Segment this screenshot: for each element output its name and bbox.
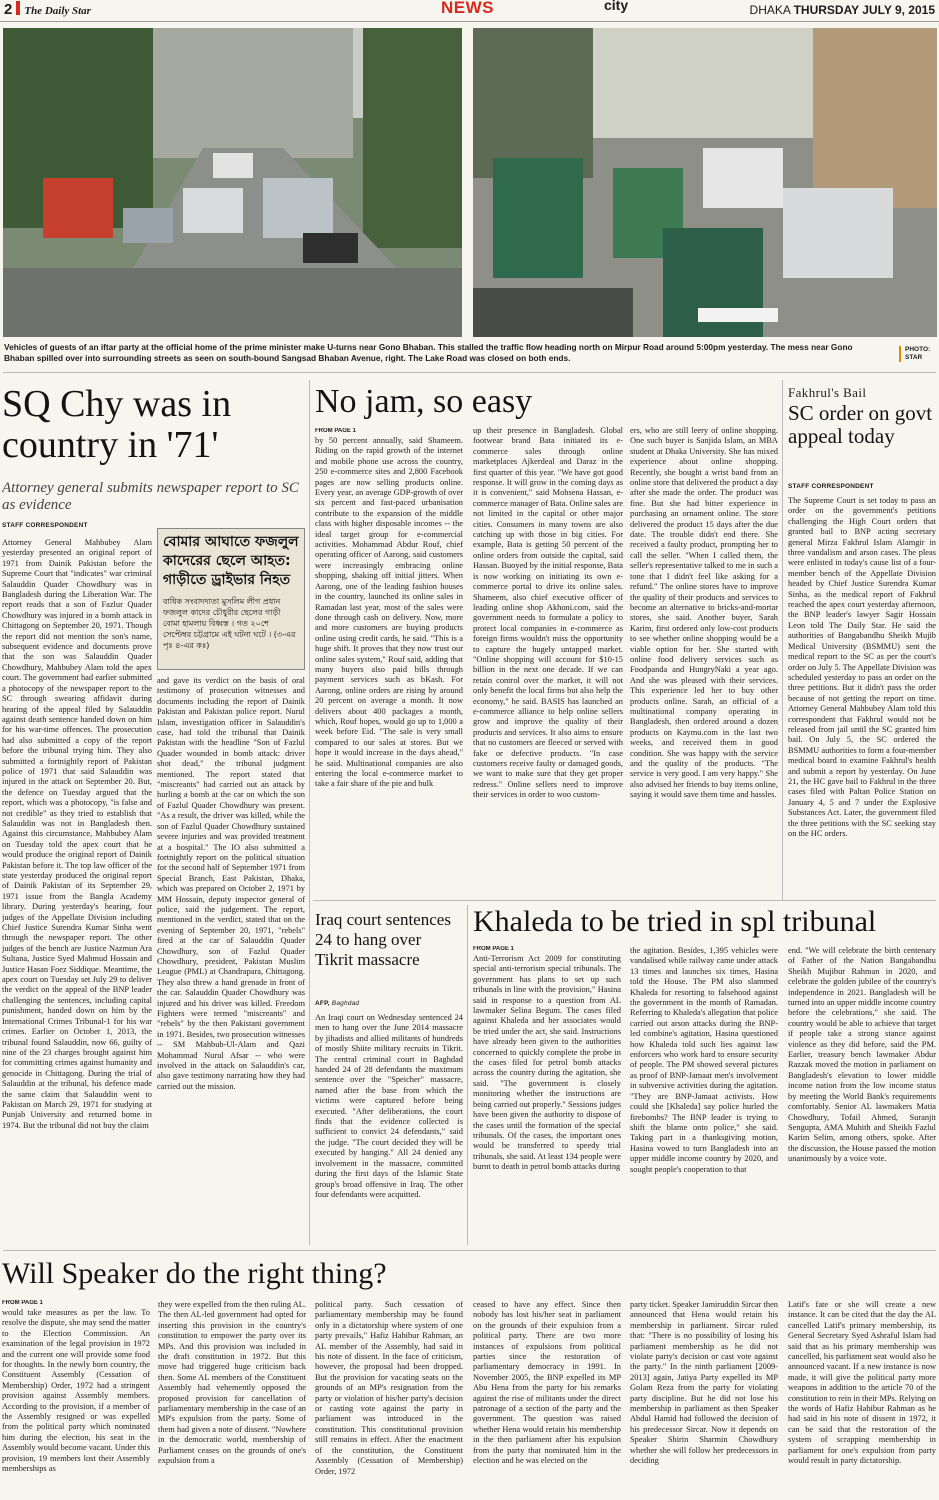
newspaper-clipping <box>157 528 305 670</box>
iraq-dateline: Baghdad <box>331 1000 360 1007</box>
nojam-from-page: FROM PAGE 1 <box>315 428 356 434</box>
speaker-body-col-4: ceased to have any effect. Since then nobody has lost his/her seat in parliament on the grounds of their expulsion from a political party. There are two more instances of expulsions from political parties since the restoration of parliamentary democracy in 1991. In November 2005, the BNP expelled its MP Abu Hena from the party for his remarks against the rise of militants under the direct patronage of a section of the party and the government. The question was raised whether Hena would retain his membership in the then parliament after his expulsion from the party that nominated him in the election and he was elected on the <box>473 1300 621 1466</box>
nojam-body-col-2: up their presence in Bangladesh. Global footwear brand Bata initiated its e-commerce sales through online marketplaces Ajkerdeal and Daraz in the first quarter of this year. "We have got good response. It will grow in the coming days as it is convenient," said Mohsena Hassan, e-commerce manager of Bata. Online sales are not limited in the capital or other major cities. Consumers in many towns are also catching up with those in big cities. For example, Bata is getting 50 percent of the online orders from outside the capital, said Hassan. Buoyed by the initial response, Bata is now working on initiating its own e-commerce portal to drive its online sales. Shameem, also chief executive officer of leading online shop Akhoni.com, said the government needs to formulate a policy to protect local companies in e-commerce as foreign firms wouldn't miss the opportunity to capture the hugely untapped market. "Online shopping will account for $10-15 billion in the next one decade. If we can retain control over the market, it will not only benefit the local firms but also help the economy," he said. BASIS has launched an e-commerce alliance to help online sellers grow and improve the quality of their products and services. It also aims to ensure that no customers are fleeced or served with fake or defective products. "In case customers receive faulty or damaged goods, we want to make sure that they get proper redress." Online sellers need to improve their services in order to woo custom- <box>473 426 623 800</box>
speaker-from-page: FROM PAGE 1 <box>2 1300 43 1306</box>
dateline-date: THURSDAY JULY 9, 2015 <box>793 3 935 17</box>
dateline <box>750 3 935 17</box>
khaleda-body-col-2: the agitation. Besides, 1,395 vehicles were vandalised while railway came under attack 13 times and launches six times, Hasina told the House. The PM also slammed Khaleda for resorting to falsehood against the government in the month of Ramadan. Referring to Khaleda's allegation that police carried out arson attacks during the BNP-led combine's agitation, Hasina questioned how Khaleda told such lies against law enforcers who work hard to ensure security of people. The PM showed several pictures as proof of BNP-Jamaat men's involvement in subversive activities during the agitation. "They are BNP-Jamaat activists. How could she [Khaleda] say police hurled the firebombs? The BNP leader is trying to shift the blame onto police," she said. Taking part in a thanksgiving motion, Hasina vowed to turn Bangladesh into an upper middle income country by 2020, and sought people's cooperation to that <box>630 946 778 1174</box>
nojam-headline: No jam, so easy <box>315 384 533 420</box>
dateline-city: DHAKA <box>749 3 791 17</box>
divider <box>313 900 936 901</box>
iraq-agency: AFP <box>315 1000 328 1007</box>
street-traffic-photo-left <box>3 28 462 337</box>
iraq-body: An Iraqi court on Wednesday sentenced 24 men to hang over the June 2014 massacre by jihadists and allied militants of hundreds of mostly Shiite military recruits in Tikrit. The central criminal court in Baghdad handed 24 of 28 defendants the maximum sentence over the "Speicher" massacre, named after the base from which the victims were captured before being executed. "After deliberations, the court finds that the evidence collected is sufficient to convict 24 defendants," said the judge. "The court decided they will be executed by hanging." All 24 denied any involvement in the massacre, committed during the first days of the Islamic State group's broad offensive in Iraq. The other four defendants were acquitted. <box>315 1013 463 1199</box>
divider <box>309 380 310 1245</box>
speaker-headline: Will Speaker do the right thing? <box>2 1258 387 1290</box>
iraq-headline: Iraq court sentences 24 to hang over Tikrit massacre <box>315 910 451 969</box>
speaker-body-col-1: would take measures as per the law. To resolve the dispute, she may send the matter to the Election Commission. An examination of the legal provision in 1972 and the current one will provide some food for thoughts. In the newly born country, the Constituent Assembly (Cessation of Membership) Order, 1972 had a stringent provision against Assembly members. According to the provision, if a member of the Assembly resigned or was expelled from the political party which nominated him during the election, his seat in the Assembly would become vacant. Under this provision, 19 members lost their Assembly memberships as <box>2 1308 150 1474</box>
khaleda-from-page: FROM PAGE 1 <box>473 946 514 952</box>
speaker-body-col-3: political party. Such cessation of parliamentary membership may be found only in a dictatorship where system of one party prevails," Hafiz Habibur Rahman, an AL member of the Assembly, had said in his note of dissent. In the face of criticism, however, the proposal had been dropped. But the provision for vacating seats on the grounds of an MP's resignation from the party or violation of his/her party's decision or casting vote against the party in parliament was introduced in the constitution. This constitutional provision still remains in effect. After the enactment of the constitution, the Constituent Assembly (Cessation of Membership) Order, 1972 <box>315 1300 463 1476</box>
page-number-divider <box>16 1 20 15</box>
page-header <box>0 0 939 22</box>
khaleda-headline: Khaleda to be tried in spl tribunal <box>473 906 877 938</box>
divider <box>782 380 783 900</box>
iraq-byline: AFP, Baghdad <box>315 1000 360 1007</box>
clipping-body: বাধিক সংবাদদাতা মুসলিম লীগ প্রধান ফজলুল কাদের চৌধুরীর ছেলের গাড়ী বোমা হামলায় বিধ্বস্ত । গত ২০শে সেপ্টেম্বর চট্টগ্রামে এই ঘটনা ঘটে । (৩-এর পৃঃ ৪-এর কঃ) <box>163 597 296 650</box>
clipping-headline: বোমার আঘাতে ফজলুল কাদেরের ছেলে আহত: গাড়ীতে ড্রাইভার নিহত <box>163 534 299 588</box>
fakhrul-byline: STAFF CORRESPONDENT <box>788 483 874 490</box>
sq-headline: SQ Chy was in country in '71' <box>2 384 232 467</box>
fakhrul-headline: SC order on govt appeal today <box>788 402 933 448</box>
khaleda-body-col-3: end. "We will celebrate the birth centenary of Father of the Nation Bangabandhu Sheikh Mujibur Rahman in 2020, and celebrate the golden jubilee of the country's independence in 2021. Bangladesh will be turned into an upper middle income country before the celebrations," she said. The country would be able to achieve that target if people take a strong stance against violence as they did before, said the PM. Earlier, treasury bench lawmaker Abdur Razzak moved the motion in parliament on Bangladesh's elevation to lower middle income nation from the low income status by meeting the World Bank's requirements comfortably. Senior AL lawmakers Matia Chowdhury, Tofail Ahmed, Suranjit Sengupta, AMA Muhith and Sheikh Fazlul Karim Selim, among others, spoke. After the discussion, the House passed the motion unanimously by a voice vote. <box>788 946 936 1164</box>
street-traffic-photo-right <box>473 28 937 337</box>
photo-credit: PHOTO: STAR <box>899 346 937 362</box>
page-number: 2 <box>4 1 13 18</box>
photo-caption: Vehicles of guests of an iftar party at the official home of the prime minister make U-turns near Gono Bhaban. This stalled the traffic flow heading north on Mirpur Road around 5:00pm yesterday. The mess near Gono Bhaban spilled over into surrounding streets as seen on south-bound Sangsad Bhaban Avenue, right. The Lake Road was closed on both ends. <box>4 342 853 363</box>
speaker-body-col-5: party ticket. Speaker Jamiruddin Sircar then announced that Hena would retain his membership in parliament. Sircar ruled that: "There is no possibility of losing his parliament membership as he did not violate party's decision or cast vote against the party." In the ninth parliament [2009-2013] again, Jatiya Party expelled its MP Golam Reza from the party for violating party discipline. But he did not lose his membership in parliament as then Speaker Abdul Hamid had followed the decision of his predecessor Sircar. Now it depends on Speaker Shirin Sharmin Chowdhury whether she will follow her predecessors in deciding <box>630 1300 778 1466</box>
masthead: The Daily Star <box>24 5 91 17</box>
page-number-block <box>4 1 91 18</box>
sq-body-col-1: Attorney General Mahbubey Alam yesterday presented an original report of 1971 from Dainik Pakistan before the Supreme Court that "indicates" war criminal Salauddin Quader Chowdhury was in Bangladesh during the Liberation War. The report reads that a son of Fazlur Quader Chowdhury was injured in a bomb attack in Chittagong on September 20, 1971. Though the report did not mention the son's name, subsequent evidence and documents prove that the son was Salauddin Quader Chowdhury, Mahbubey Alam told the apex court. The government had earlier submitted a photocopy of the newspaper report to the SC through swearing affidavit during hearing of the appeal filed by Salauddin against death sentence handed down on him for his war-time offences. The prosecution had also submitted a copy of the report before the tribunal trying him. They also submitted a fortnightly report of Pakistan police of 1971 that said Salauddin was injured in the attack on September 20. But, the defence on Tuesday argued that the report, which was a photocopy, "is false and not credible" as they tried to establish that Salauddin was not in Bangladesh then. Against this circumstance, Mahbubey Alam on Tuesday told the apex court that he would produce the original report of Dainik Pakistan before it. The top law officer of the state yesterday produced the original report of Dainik Pakistan of its September 29, 1971 issue from the Bangla Academy library. During yesterday's hearing, four judges of the Appellate Division including Chief Justice Surendra Kumar Sinha went through the newspaper report. The other judges of the bench are Justice Nazmun Ara Sultana, Justice Syed Mahmud Hossain and Justice Hasan Foez Siddique. Meantime, the apex court on Tuesday set July 29 to deliver the verdict on the appeal of the BNP leader challenging the sentences, including capital punishment, handed down on him by the International Crimes Tribunal-1 for his war crimes. Earlier on October 1, 2013, the tribunal found Salauddin, now 66, guilty of nine of the 23 charges brought against him for committing crimes against humanity and genocide in Chittagong. During the trial of Salauddin at the tribunal, his defence made the same claim that Salauddin went to Pakistan on March 29, 1971 for studying at Punjab University and returned home in 1974. But the tribunal did not buy the claim <box>2 538 152 1130</box>
nojam-body-col-1: by 50 percent annually, said Shameem. Riding on the rapid growth of the internet and mobile phone use across the country, 250 e-commerce sites and 2,800 Facebook pages are now selling products online. Every year, an average GDP-growth of over six percent and fast-paced urbanisation contribute to the expansion of the middle class with higher disposable incomes -- the ideal target group for e-commercial activities. Mohammad Abdur Rouf, chief operating officer of Aarong, said customers were increasingly embracing online shopping, shaking off initial jitters. When Aarong, one of the leading fashion houses in the country, launched its online sales in Ramadan last year, most of the sales were done through cash on delivery. Now, more and more customers are buying products online using credit cards, he said. "This is a huge shift. It proves that they now trust our online sales system," Rouf said, adding that many buyers also paid bills through payment services such as bKash. For Aarong, online orders are rising by around 20 percent on average a month. It now delivers about 400 packages a month, which, Rouf hopes, would go up to 1,000 a week before Eid. "The sale is very small compared to our sales at stores. But we hope it would increase in the days ahead," he said. Multinational companies are also entering the local e-commerce market to take a fair share of the pie and bulk <box>315 436 463 789</box>
sq-body-col-2: and gave its verdict on the basis of oral testimony of prosecution witnesses and documents including the report of Dainik Pakistan and Pakistan police report. Nurul Islam, investigation officer in Salauddin's case, had told the tribunal that Dainik Pakistan with the headline "Son of Fazlul Quader wounded in bomb attack: driver shot dead," the tribunal judgment mentioned. The report stated that "miscreants" had carried out an attack by hurling a bomb at the car on which the son of Fazlul Quader Chowdhury was present. "As a result, the driver was killed, while the son of Fazlul Quader Chowdhury sustained severe injuries and was provided treatment at a hospital." The IO also submitted a fortnightly report on the political situation for the second half of September 1971 from Special Branch, East Pakistan, Dhaka, which was prepared on October 2, 1971 by MM Hossain, deputy inspector general of police, said the judgement. The report, mentioned in the verdict, stated that on the evening of September 20, 1971, "rebels" fired at the car of Salauddin Quader Chowdhury, son of Fazlul Quader Chowdhury, president, Pakistan Muslim League (PML) at Chandrapara, Chittagong. They also threw a hand grenade in front of the car. Salauddin Quader Chowdhury was injured and his driver was killed. Freedom Fighters were termed "miscreants" and "rebels" by the then Pakistani government in 1971. Besides, two prosecution witnesses -- SM Mahbub-Ul-Alam and Qazi Mohammad Nurul Afsar -- who were involved in the attack on Salauddin's car, also gave testimony narrating how they had carried out the mission. <box>157 676 305 1091</box>
sq-deck: Attorney general submits newspaper report to SC as evidence <box>2 480 299 513</box>
nojam-body-col-3: ers, who are still leery of online shopping. One such buyer is Sanjida Islam, an MBA student at Dhaka University. She has mixed experience about online shopping. Recently, she bought a wrist band from an online store that delivered the product a day after she made the order. The product was fine. But she had bitter experience in purchasing an ornament online. The store delivered the product 15 days after the due date. The trouble didn't end there. She received a faulty product, prompting her to call the seller. "When I called them, the seller's representative talked to me in such a tone that I didn't feel like asking for a refund." The online stores have to improve the quality of their products and services to become an alternative to bricks-and-mortar stores, she said. Another buyer, Sarah Karim, first ordered only low-cost products to see whether online shopping would be a viable option for her. She started with online food delivery services such as Foodpanda and HungryNaki a year ago. And she was pleased with their services. This experience led her to buy other products online. Sarah, an official of a multinational company operating in Bangladesh, then ordered around a dozen products on Kaymu.com in the last two weeks, and received them in good condition. She was happy with the service and the quality of the products. "The service is very good. I am very happy." She also advised her friends to buy items online, saying it would save them time and hassles. <box>630 426 778 800</box>
photo-right <box>473 28 937 337</box>
divider <box>467 905 468 1245</box>
sq-byline: STAFF CORRESPONDENT <box>2 522 88 529</box>
fakhrul-body: The Supreme Court is set today to pass an order on the government's petitions challenging the High Court orders that granted bail to BNP acting secretary general Mirza Fakhrul Islam Alamgir in three vandalism and arson cases. The pleas were enlisted in today's cause list of a four-member bench of the Appellate Division headed by Chief Justice Surendra Kumar Sinha, as the medical report of Fakhrul reached the apex court yesterday afternoon, the BNP leader's lawyer Sagir Hossain Leon told The Daily Star. He said the authorities of Bangabandhu Sheikh Mujib Medical University (BSMMU) sent the medical report to the SC as per the court's order on July 5. The Appellate Division was scheduled yesterday to pass an order on the three petitions. But it didn't pass the order because of not getting the report on time. Attorney General Mahbubey Alam told this correspondent that Fakhrul would not be released from jail until the SC granted him bail. On July 5, the SC ordered the BSMMU authorities to form a four-member medical board to examine Fakhrul's health and submit a report by yesterday. On June 21, the HC gave bail to Fakhrul in the three cases filed with Paltan Police Station on January 4, 5 and 7 under the Explosive Substances Act. Later, the government filed the three petitions with the SC seeking stay on the HC orders. <box>788 496 936 838</box>
subsection-label: city <box>604 0 629 13</box>
speaker-body-col-6: Latif's fate or she will create a new instance. It can be cited that the day the AL cancelled Latif's primary membership, its General Secretary Syed Ashraful Islam had said that as his primary membership was cancelled, his parliament seat would also be announced vacant. If a new instance is now made, it will give the political party more weapons in addition to the article 70 of the constitution to rein in their MPs. Relying on the words of Hafiz Habibur Rahman as he had said in his note of dissent in 1972, it can be said that the restoration of the system of scrapping membership in parliament for one's expulsion from party would result in party dictatorship. <box>788 1300 936 1466</box>
speaker-body-col-2: they were expelled from the then ruling AL. The then AL-led government had opted for inserting this provision in the country's constitution to empower the party over its MPs. And this provision was included in the draft constitution in 1972. But this move had triggered huge criticism back then. Some AL members of the Constituent Assembly had vehemently opposed the proposed provision for cancellation of parliamentary membership in the case of an MP's expulsion from the party. Some of them had given a note of dissent. "Nowhere in the democratic world, membership of Parliament ceases on the grounds of one's expulsion from a <box>158 1300 306 1466</box>
khaleda-body-col-1: Anti-Terrorism Act 2009 for constituting special anti-terrorism special tribunals. The government has plans to set up such tribunals in line with the provision," Hasina said in response to a question from AL lawmaker Selina Begum. The cases filed against Khaleda and her associates would be tried under the act, she said. Instructions have already been given to the authorities concerned to quickly complete the probe in the cases filed for petrol bomb attacks across the country during the agitation, she said. "The government is closely monitoring whether the instructions are being carried out properly." Sessions judges have been given the authority to dispose of the cases until the formation of the special tribunals. Of the cases, the important ones would be transferred to speedy trial tribunals, she said. At least 134 people were burnt to death in petrol bomb attacks during <box>473 954 621 1172</box>
divider <box>3 372 936 373</box>
section-label: NEWS <box>441 0 494 17</box>
photo-left <box>3 28 462 337</box>
fakhrul-kicker: Fakhrul's Bail <box>788 385 867 400</box>
